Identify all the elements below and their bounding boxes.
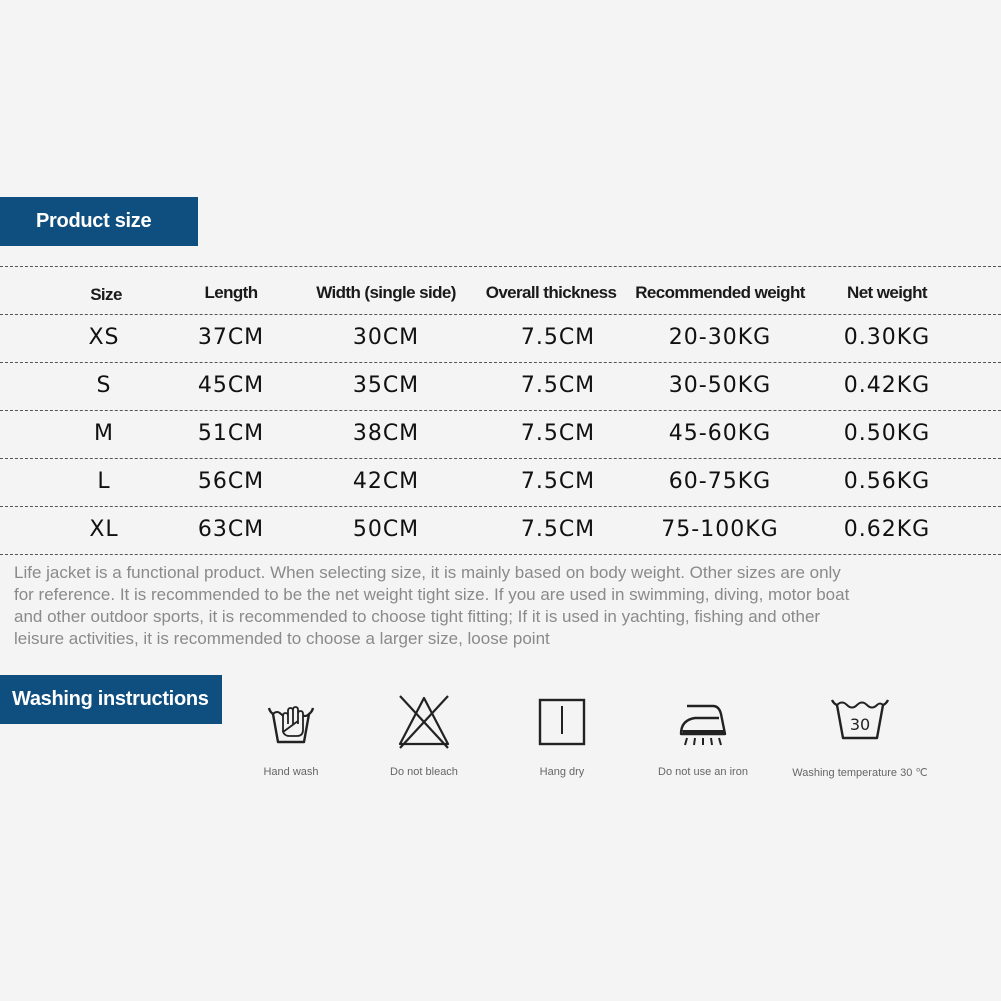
header-length: Length <box>204 283 258 302</box>
header-net-weight: Net weight <box>847 283 927 302</box>
cell-width: 50CM <box>352 517 420 542</box>
wash-item-do-not-iron <box>623 692 783 778</box>
cell-width: 42CM <box>352 469 420 494</box>
cell-width: 38CM <box>352 421 420 446</box>
wash-label: Do not use an iron <box>658 766 748 778</box>
header-size: Size <box>90 285 122 304</box>
wash-item-wash-30 <box>780 692 940 779</box>
cell-length: 45CM <box>197 373 265 398</box>
table-divider <box>0 458 1001 459</box>
wash-item-hang-dry <box>482 692 642 778</box>
hand-wash-icon <box>261 692 321 752</box>
cell-recommended-weight: 45-60KG <box>668 421 772 446</box>
size-note: Life jacket is a functional product. When selecting size, it is mainly based on body weight. Other sizes are only for reference. It is recommended to be the net weight tight size. If you are used in swimming, diving, motor boat and other outdoor sports, it is recommended to choose tight fitting; If it is used in yachting, fishing and other leisure activities, it is recommended to choose a larger size, loose point <box>14 563 850 648</box>
product-size-title: Product size <box>36 210 152 232</box>
table-divider <box>0 506 1001 507</box>
wash-label: Washing temperature 30 ℃ <box>792 767 928 779</box>
do-not-iron-icon <box>673 692 733 752</box>
cell-recommended-weight: 60-75KG <box>668 469 772 494</box>
cell-thickness: 7.5CM <box>520 421 596 446</box>
product-size-banner <box>0 197 198 246</box>
cell-net-weight: 0.50KG <box>843 421 931 446</box>
cell-size: XL <box>89 517 119 542</box>
cell-width: 30CM <box>352 325 420 350</box>
cell-width: 35CM <box>352 373 420 398</box>
cell-thickness: 7.5CM <box>520 517 596 542</box>
washing-instructions-banner <box>0 675 222 724</box>
cell-thickness: 7.5CM <box>520 373 596 398</box>
cell-net-weight: 0.62KG <box>843 517 931 542</box>
cell-size: M <box>94 421 114 446</box>
header-thickness: Overall thickness <box>485 283 617 302</box>
cell-thickness: 7.5CM <box>520 469 596 494</box>
cell-length: 63CM <box>197 517 265 542</box>
wash-item-do-not-bleach <box>344 692 504 778</box>
wash-label: Do not bleach <box>390 766 458 778</box>
cell-thickness: 7.5CM <box>520 325 596 350</box>
header-width: Width (single side) <box>316 283 456 302</box>
hang-dry-icon <box>532 692 592 752</box>
cell-size: S <box>96 373 112 398</box>
cell-recommended-weight: 30-50KG <box>668 373 772 398</box>
table-divider <box>0 314 1001 315</box>
cell-length: 51CM <box>197 421 265 446</box>
table-divider <box>0 554 1001 555</box>
table-divider <box>0 266 1001 267</box>
do-not-bleach-icon <box>394 692 454 752</box>
cell-length: 37CM <box>197 325 265 350</box>
cell-length: 56CM <box>197 469 265 494</box>
washing-instructions-title: Washing instructions <box>12 688 209 710</box>
cell-recommended-weight: 20-30KG <box>668 325 772 350</box>
wash-label: Hand wash <box>263 766 319 778</box>
table-divider <box>0 410 1001 411</box>
cell-net-weight: 0.56KG <box>843 469 931 494</box>
wash-temperature-value: 30 <box>849 715 871 734</box>
cell-recommended-weight: 75-100KG <box>661 517 779 542</box>
table-divider <box>0 362 1001 363</box>
cell-size: L <box>97 469 111 494</box>
cell-net-weight: 0.30KG <box>843 325 931 350</box>
cell-size: XS <box>88 325 120 350</box>
header-recommended-weight: Recommended weight <box>635 283 805 302</box>
cell-net-weight: 0.42KG <box>843 373 931 398</box>
wash-30-icon <box>828 692 892 752</box>
wash-label: Hang dry <box>539 766 585 778</box>
